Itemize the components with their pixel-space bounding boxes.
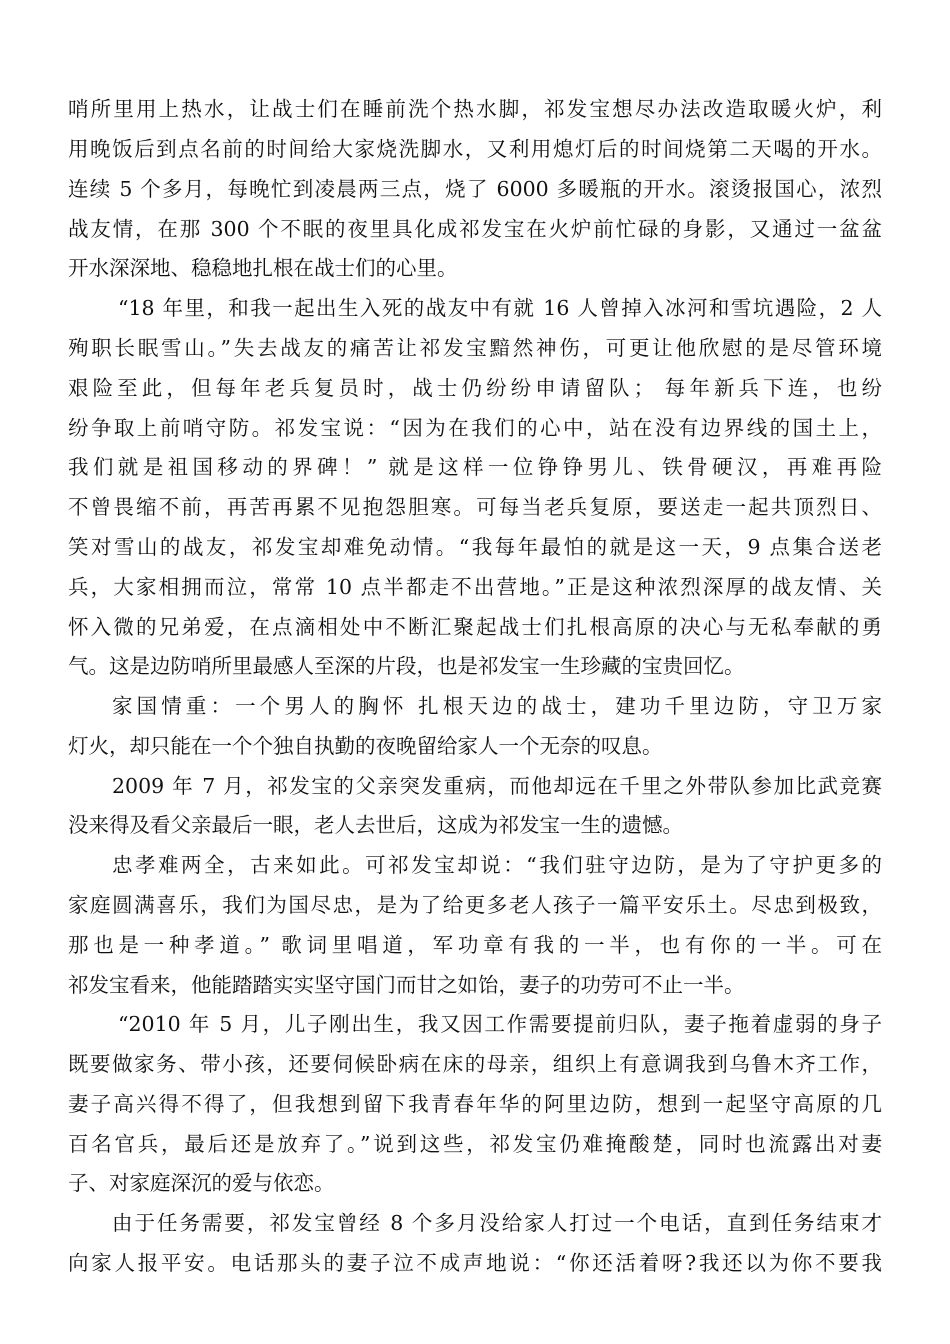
text-line: 既要做家务、带小孩，还要伺候卧病在床的母亲，组织上有意调我到乌鲁木齐工作，	[68, 1052, 882, 1076]
text-line: 兵，大家相拥而泣，常常 10 点半都走不出营地。”正是这种浓烈深厚的战友情、关	[68, 575, 882, 599]
text-line: “2010 年 5 月，儿子刚出生，我又因工作需要提前归队，妻子拖着虚弱的身子	[118, 1012, 882, 1036]
text-line: 怀入微的兄弟爱，在点滴相处中不断汇聚起战士们扎根高原的决心与无私奉献的勇	[68, 615, 882, 639]
text-line: 气。这是边防哨所里最感人至深的片段，也是祁发宝一生珍藏的宝贵回忆。	[68, 654, 745, 678]
text-line: 艰险至此，但每年老兵复员时，战士仍纷纷申请留队； 每年新兵下连，也纷	[68, 376, 882, 400]
text-line: 笑对雪山的战友，祁发宝却难免动情。“我每年最怕的就是这一天，9 点集合送老	[68, 535, 882, 559]
text-line: 由于任务需要，祁发宝曾经 8 个多月没给家人打过一个电话，直到任务结束才	[112, 1211, 882, 1235]
text-line: 祁发宝看来，他能踏踏实实坚守国门而甘之如饴，妻子的功劳可不止一半。	[68, 973, 745, 997]
text-line: 2009 年 7 月，祁发宝的父亲突发重病，而他却远在千里之外带队参加比武竞赛	[112, 774, 882, 798]
text-line: 灯火，却只能在一个个独自执勤的夜晚留给家人一个无奈的叹息。	[68, 734, 663, 758]
text-line: 不曾畏缩不前，再苦再累不见抱怨胆寒。可每当老兵复原，要送走一起共顶烈日、	[68, 495, 882, 519]
text-line: 用晚饭后到点名前的时间给大家烧洗脚水，又利用熄灯后的时间烧第二天喝的开水。	[68, 137, 882, 161]
text-line: 百名官兵，最后还是放弃了。”说到这些，祁发宝仍难掩酸楚，同时也流露出对妻	[68, 1132, 882, 1156]
text-line: 那也是一种孝道。” 歌词里唱道，军功章有我的一半，也有你的一半。可在	[68, 933, 882, 957]
text-line: 连续 5 个多月，每晚忙到凌晨两三点，烧了 6000 多暖瓶的开水。滚烫报国心，浓烈	[68, 177, 882, 201]
text-line: 妻子高兴得不得了，但我想到留下我青春年华的阿里边防，想到一起坚守高原的几	[68, 1092, 882, 1116]
text-line: 没来得及看父亲最后一眼，老人去世后，这成为祁发宝一生的遗憾。	[68, 813, 683, 837]
text-line: 向家人报平安。电话那头的妻子泣不成声地说：“你还活着呀?我还以为你不要我	[68, 1251, 882, 1275]
text-line: 忠孝难两全，古来如此。可祁发宝却说：“我们驻守边防，是为了守护更多的	[112, 853, 882, 877]
text-line: 开水深深地、稳稳地扎根在战士们的心里。	[68, 256, 458, 280]
section-heading-line: 家国情重：一个男人的胸怀 扎根天边的战士，建功千里边防，守卫万家	[112, 694, 882, 718]
text-line: 我们就是祖国移动的界碑！” 就是这样一位铮铮男儿、铁骨硬汉，再难再险	[68, 455, 882, 479]
text-line: 家庭圆满喜乐，我们为国尽忠，是为了给更多老人孩子一篇平安乐土。尽忠到极致，	[68, 893, 882, 917]
text-line: 殉职长眠雪山。”失去战友的痛苦让祁发宝黯然神伤，可更让他欣慰的是尽管环境	[68, 336, 882, 360]
text-line: 战友情，在那 300 个不眠的夜里具化成祁发宝在火炉前忙碌的身影，又通过一盆盆	[68, 217, 882, 241]
text-line: 子、对家庭深沉的爱与依恋。	[68, 1171, 335, 1195]
text-line: 哨所里用上热水，让战士们在睡前洗个热水脚，祁发宝想尽办法改造取暖火炉，利	[68, 97, 882, 121]
text-line: “18 年里，和我一起出生入死的战友中有就 16 人曾掉入冰河和雪坑遇险，2 人	[118, 296, 882, 320]
text-line: 纷争取上前哨守防。祁发宝说：“因为在我们的心中，站在没有边界线的国土上，	[68, 416, 882, 440]
